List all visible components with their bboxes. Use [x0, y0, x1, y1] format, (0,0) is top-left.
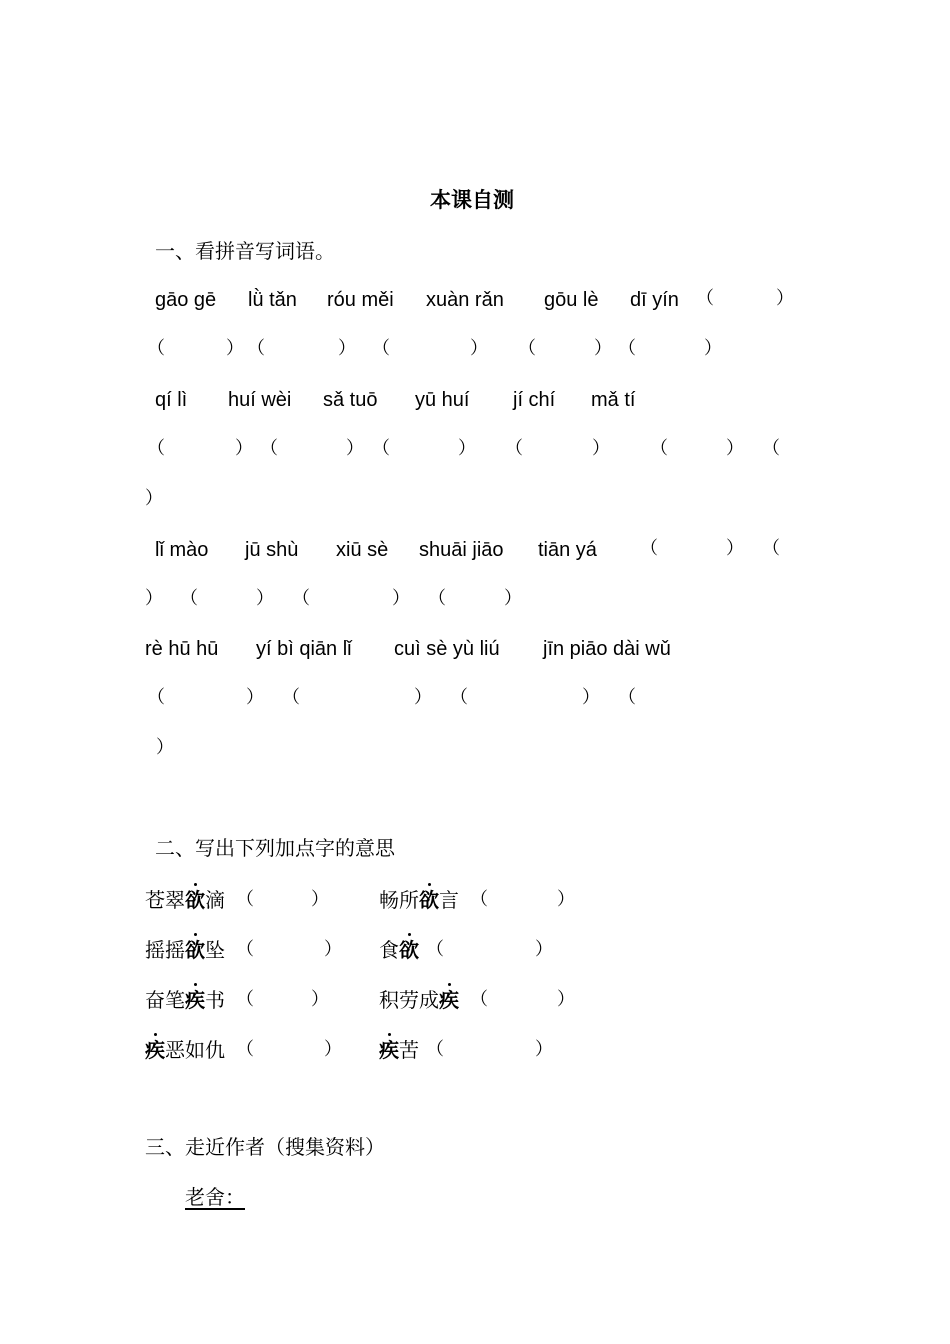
pinyin-3-5: tiān yá	[538, 539, 597, 561]
meaning-item: 苍翠欲滴	[145, 888, 225, 912]
blank-close: ）	[504, 588, 522, 609]
blank-close: ）	[156, 737, 174, 758]
section-2-heading: 二、写出下列加点字的意思	[155, 836, 395, 860]
blank-open: （	[762, 538, 780, 559]
blank-close: ）	[458, 438, 476, 459]
pinyin-2-6: mǎ tí	[591, 389, 636, 411]
blank-open: （	[618, 338, 636, 359]
pinyin-4-3: cuì sè yù liú	[394, 638, 500, 660]
blank-close: ）	[535, 939, 553, 960]
dotted-character: 欲	[185, 888, 205, 912]
pinyin-1-4: xuàn rǎn	[426, 289, 504, 311]
blank-close: ）	[582, 687, 600, 708]
blank-close: ）	[470, 338, 488, 359]
meaning-item: 食欲	[379, 938, 419, 962]
pinyin-2-4: yū huí	[415, 389, 470, 411]
pinyin-2-5: jí chí	[513, 389, 556, 411]
meaning-item: 摇摇欲坠	[145, 938, 225, 962]
blank-open: （	[450, 687, 468, 708]
blank-open: （	[505, 438, 523, 459]
blank-close: ）	[726, 438, 744, 459]
blank-close: ）	[324, 939, 342, 960]
blank-close: ）	[338, 338, 356, 359]
blank-close: ）	[324, 1039, 342, 1060]
pinyin-1-3: róu měi	[327, 289, 394, 311]
blank-open: （	[236, 989, 254, 1010]
blank-open: （	[762, 438, 780, 459]
blank-open: （	[372, 338, 390, 359]
section-3-heading: 三、走近作者（搜集资料）	[145, 1135, 385, 1159]
dotted-character: 疾	[439, 988, 459, 1012]
blank-close: ）	[145, 488, 163, 509]
blank-open: （	[282, 687, 300, 708]
pinyin-2-3: sǎ tuō	[323, 389, 378, 411]
blank-close: ）	[594, 338, 612, 359]
meaning-item: 积劳成疾	[379, 988, 459, 1012]
dotted-character: 欲	[185, 938, 205, 962]
blank-open: （	[650, 438, 668, 459]
meaning-item: 疾恶如仇	[145, 1038, 225, 1062]
blank-close: ）	[145, 588, 163, 609]
blank-open: （	[260, 438, 278, 459]
blank-close: ）	[226, 338, 244, 359]
blank-close: ）	[311, 889, 329, 910]
author-label: 老舍：	[185, 1185, 245, 1209]
blank-open: （	[147, 438, 165, 459]
page-title: 本课自测	[430, 188, 514, 212]
blank-open: （	[372, 438, 390, 459]
meaning-item: 奋笔疾书	[145, 988, 225, 1012]
blank-close: ）	[557, 989, 575, 1010]
meaning-item: 疾苦	[379, 1038, 419, 1062]
blank-close: ）	[392, 588, 410, 609]
blank-close: ）	[776, 288, 794, 309]
dotted-character: 疾	[379, 1038, 399, 1062]
blank-open: （	[470, 989, 488, 1010]
blank-close: ）	[414, 687, 432, 708]
pinyin-3-2: jū shù	[245, 539, 299, 561]
blank-open: （	[618, 687, 636, 708]
blank-open: （	[426, 1039, 444, 1060]
dotted-character: 疾	[145, 1038, 165, 1062]
pinyin-4-1: rè hū hū	[145, 638, 219, 660]
dotted-character: 疾	[185, 988, 205, 1012]
pinyin-4-4: jīn piāo dài wǔ	[543, 638, 671, 660]
blank-open: （	[292, 588, 310, 609]
dotted-character: 欲	[399, 938, 419, 962]
blank-close: ）	[235, 438, 253, 459]
pinyin-2-1: qí lì	[155, 389, 188, 411]
blank-close: ）	[256, 588, 274, 609]
pinyin-3-1: lǐ mào	[155, 539, 209, 561]
blank-open: （	[428, 588, 446, 609]
blank-close: ）	[704, 338, 722, 359]
blank-close: ）	[592, 438, 610, 459]
pinyin-3-3: xiū sè	[336, 539, 389, 561]
blank-close: ）	[535, 1039, 553, 1060]
section-1-heading: 一、看拼音写词语。	[155, 239, 335, 263]
blank-close: ）	[246, 687, 264, 708]
blank-close: ）	[311, 989, 329, 1010]
dotted-character: 欲	[419, 888, 439, 912]
blank-close: ）	[557, 889, 575, 910]
blank-open: （	[147, 687, 165, 708]
blank-close: ）	[726, 538, 744, 559]
pinyin-4-2: yí bì qiān lǐ	[256, 638, 352, 660]
blank-open: （	[426, 939, 444, 960]
pinyin-3-4: shuāi jiāo	[419, 539, 504, 561]
blank-open: （	[640, 538, 658, 559]
blank-open: （	[247, 338, 265, 359]
blank-open: （	[236, 939, 254, 960]
blank-open: （	[147, 338, 165, 359]
meaning-item: 畅所欲言	[379, 888, 459, 912]
blank-open: （	[236, 1039, 254, 1060]
blank-open: （	[470, 889, 488, 910]
blank-open: （	[518, 338, 536, 359]
blank-open: （	[180, 588, 198, 609]
pinyin-1-5: gōu lè	[544, 289, 599, 311]
blank-open: （	[236, 889, 254, 910]
pinyin-1-2: lǜ tǎn	[248, 289, 297, 311]
blank-open: （	[696, 288, 714, 309]
pinyin-1-1: gāo gē	[155, 289, 217, 311]
blank-close: ）	[346, 438, 364, 459]
pinyin-2-2: huí wèi	[228, 389, 292, 411]
pinyin-1-6: dī yín	[630, 289, 679, 311]
